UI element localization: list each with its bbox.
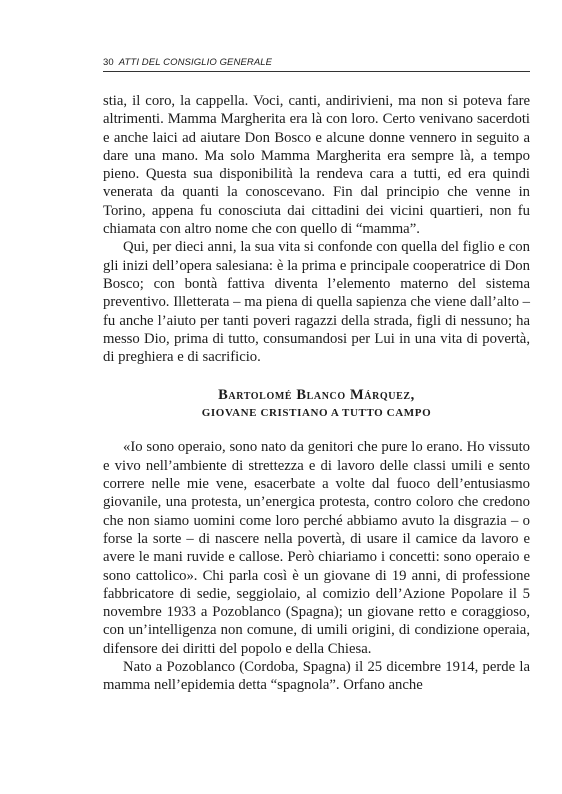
section-subtitle: GIOVANE CRISTIANO A TUTTO CAMPO xyxy=(201,407,432,420)
header-rule xyxy=(103,71,530,72)
paragraph: «Io sono operaio, sono nato da genitori che pure lo erano. Ho vissuto e vivo nell’ambiente di strettezza e di lavoro delle classi umili e sento correre nelle mie vene, esacerbate a volte dal fuoco dell’entusiasmo giovanile, una protesta, un’energica protesta, contro coloro che credono che non siamo uomini come loro perché abbiamo avuto la disgrazia – o forse la sorte – di nascere nella povertà, di usare il camice da lavoro e avere le mani ruvide e callose. Però chiariamo i concetti: sono operaio e sono cattolico». Chi parla così è un giovane di 19 anni, di professione fabbricatore di sedie, seggiolaio, al comizio dell’Azione Popolare il 5 novembre 1933 a Pozoblanco (Spagna); un giovane retto e coraggioso, con un’intelligenza non comune, di umili origini, di condizione operaia, difensore dei diritti del popolo e della Chiesa. xyxy=(103,439,530,657)
section-title: Bartolomé Blanco Márquez, xyxy=(218,387,415,404)
paragraph-continuation: stia, il coro, la cappella. Voci, canti, andirivieni, ma non si poteva fare altrimenti. Mamma Margherita era là con loro. Certo venivano sacerdoti e anche laici ad aiutare Don Bosco e alcune donne vennero in seguito a dare una mano. Ma solo Mamma Margherita era sempre là, a tempo pieno. Questa sua disponibilità la rendeva cara a tutti, ed era quindi venerata da quanti la conoscevano. Fin dal principio che venne in Torino, appena fu conosciuta dai cittadini dei vicini quartieri, non fu chiamata con altro nome che con quello di “mamma”. xyxy=(103,93,530,238)
paragraph: Qui, per dieci anni, la sua vita si confonde con quella del figlio e con gli inizi dell’opera salesiana: è la prima e principale cooperatrice di Don Bosco; con bontà fattiva diventa l’elemento materno del sistema preventivo. Illetterata – ma piena di quella sapienza che viene dall’alto – fu anche l’aiuto per tanti poveri ragazzi della strada, figli di nessuno; ha messo Dio, prima di tutto, consumandosi per Lui in una vita di povertà, di preghiera e di sacrificio. xyxy=(103,239,530,366)
section-heading xyxy=(103,386,530,422)
running-head xyxy=(103,57,530,69)
running-title: ATTI DEL CONSIGLIO GENERALE xyxy=(118,57,273,68)
body-text xyxy=(103,92,530,695)
paragraph: Nato a Pozoblanco (Cordoba, Spagna) il 25 dicembre 1914, perde la mamma nell’epidemia detta “spagnola”. Orfano anche xyxy=(103,659,530,694)
page-number: 30 xyxy=(103,57,114,68)
